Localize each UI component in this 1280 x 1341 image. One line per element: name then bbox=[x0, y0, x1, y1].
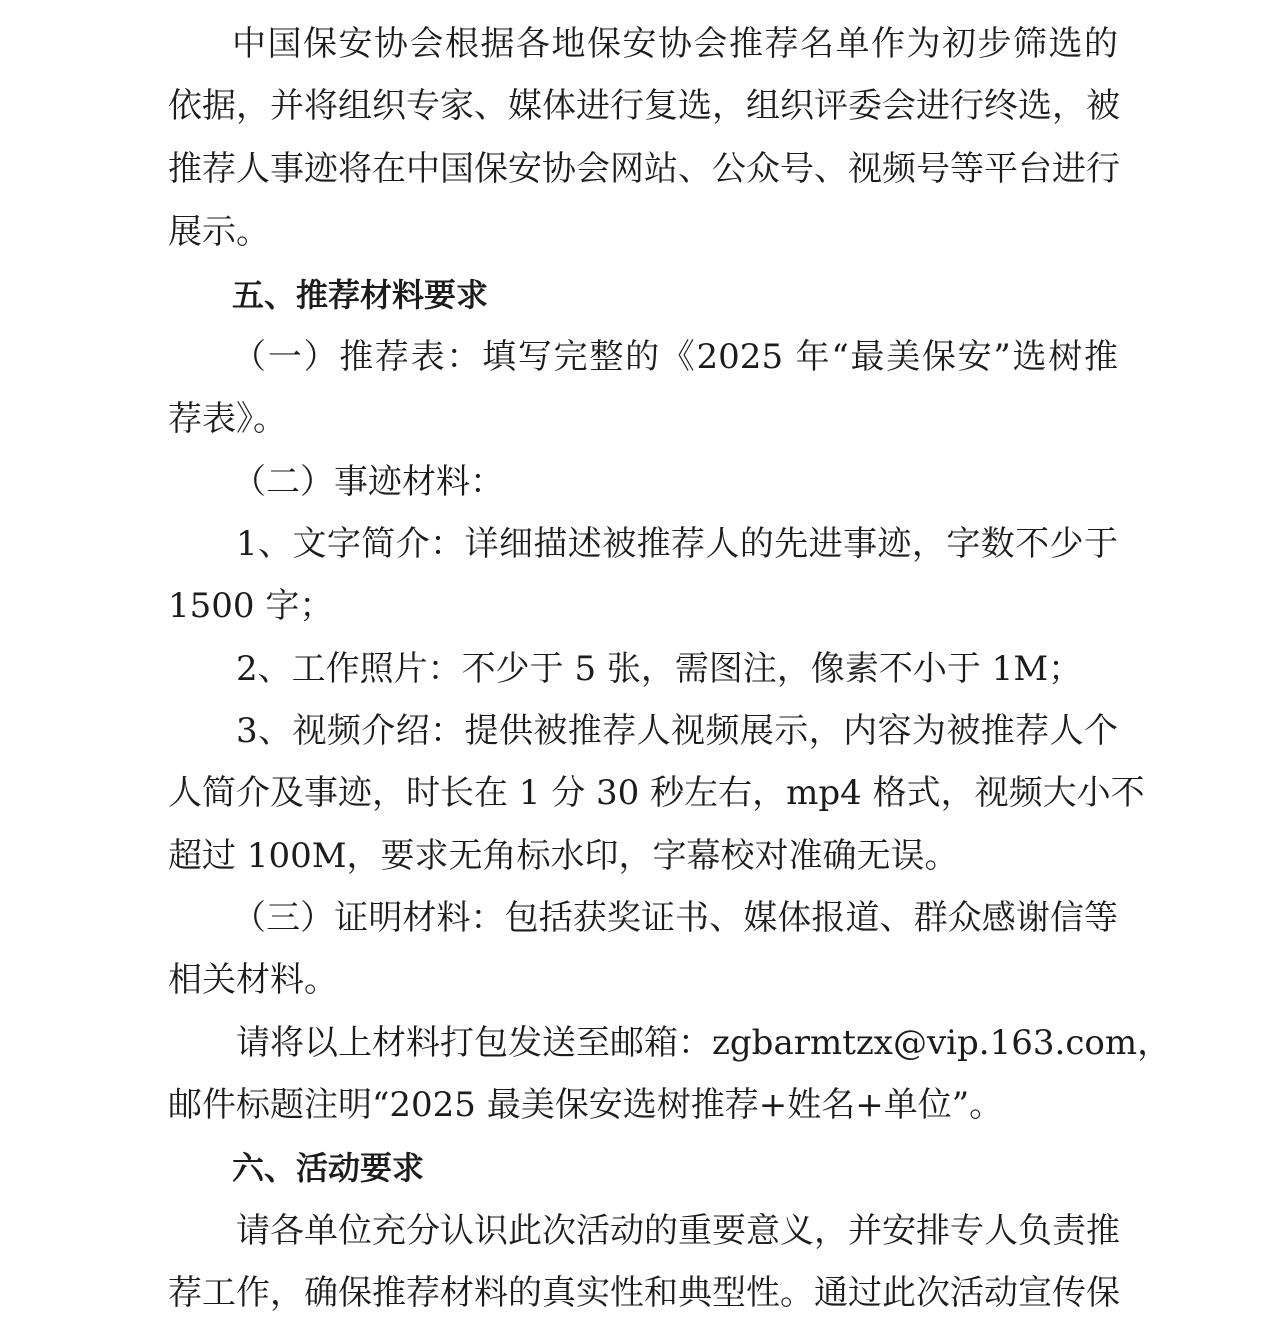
paragraph-line: 1500 字； bbox=[168, 586, 334, 626]
paragraph-line: 中国保安协会根据各地保安协会推荐名单作为初步筛选的 bbox=[232, 24, 1118, 64]
paragraph-line: 1、文字简介：详细描述被推荐人的先进事迹，字数不少于 bbox=[236, 524, 1118, 564]
paragraph-line: 邮件标题注明“2025 最美保安选树推荐+姓名+单位”。 bbox=[168, 1085, 1004, 1125]
paragraph-line: （一）推荐表：填写完整的《2025 年“最美保安”选树推 bbox=[232, 337, 1118, 377]
paragraph-line: 展示。 bbox=[168, 212, 270, 252]
paragraph-line: 荐表》。 bbox=[168, 399, 287, 439]
paragraph-line: 超过 100M，要求无角标水印，字幕校对准确无误。 bbox=[168, 836, 959, 876]
paragraph-line: 荐工作，确保推荐材料的真实性和典型性。通过此次活动宣传保 bbox=[168, 1273, 1120, 1313]
paragraph-line: 3、视频介绍：提供被推荐人视频展示，内容为被推荐人个 bbox=[236, 711, 1118, 751]
section-heading: 六、活动要求 bbox=[232, 1149, 425, 1187]
paragraph-line: 请各单位充分认识此次活动的重要意义，并安排专人负责推 bbox=[236, 1211, 1120, 1251]
paragraph-line: 相关材料。 bbox=[168, 960, 338, 1000]
subsection-heading: （二）事迹材料： bbox=[232, 462, 504, 502]
paragraph-line: 人简介及事迹，时长在 1 分 30 秒左右，mp4 格式，视频大小不 bbox=[168, 773, 1145, 813]
paragraph-line: 请将以上材料打包发送至邮箱：zgbarmtzx@vip.163.com， bbox=[236, 1023, 1172, 1063]
paragraph-line: （三）证明材料：包括获奖证书、媒体报道、群众感谢信等 bbox=[232, 898, 1118, 938]
section-heading: 五、推荐材料要求 bbox=[232, 276, 489, 314]
paragraph-line: 依据，并将组织专家、媒体进行复选，组织评委会进行终选，被 bbox=[168, 86, 1120, 126]
paragraph-line: 2、工作照片：不少于 5 张，需图注，像素不小于 1M； bbox=[236, 649, 1083, 689]
paragraph-line: 推荐人事迹将在中国保安协会网站、公众号、视频号等平台进行 bbox=[168, 149, 1120, 189]
